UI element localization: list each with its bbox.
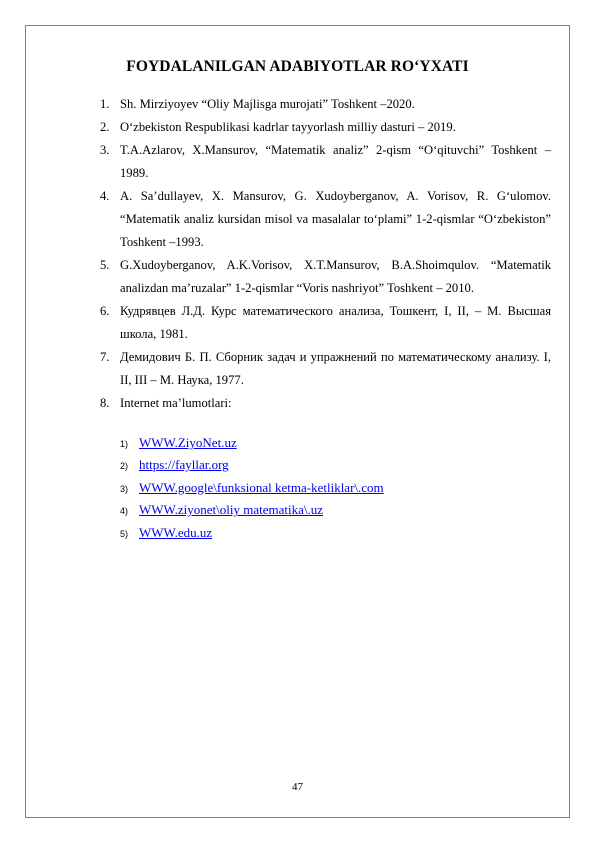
reference-number: 8. — [100, 396, 110, 410]
link-fayllar[interactable]: https://fayllar.org — [139, 457, 229, 473]
link-edu[interactable]: WWW.edu.uz — [139, 524, 213, 540]
link-item — [120, 454, 384, 476]
link-number: 4) — [120, 506, 129, 517]
reference-text: Sh. Mirziyoyev “Oliy Majlisga murojati” Toshkent –2020. — [120, 97, 415, 111]
reference-number: 7. — [100, 350, 110, 364]
link-item — [120, 522, 384, 544]
reference-text: Кудрявцев Л.Д. Курс математического анализа, Тошкент, I, II, – M. Высшая школа, 1981. — [120, 304, 551, 341]
reference-text: A. Sa’dullayev, X. Mansurov, G. Xudoyberganov, A. Vorisov, R. G‘ulomov. “Matematik analiz kursidan misol va masalalar to‘plami” 1-2-qismlar “O‘zbekiston” Toshkent –1993. — [120, 189, 551, 249]
reference-number: 1. — [100, 97, 110, 111]
link-item — [120, 432, 384, 454]
reference-number: 5. — [100, 258, 110, 272]
reference-item — [100, 93, 551, 116]
reference-item — [100, 139, 551, 185]
page-number: 47 — [292, 781, 303, 793]
reference-item — [100, 300, 551, 346]
link-ziyonet-matematika[interactable]: WWW.ziyonet\oliy matematika\.uz — [139, 502, 323, 518]
link-number: 2) — [120, 461, 129, 472]
internet-link-list — [120, 432, 384, 544]
link-number: 3) — [120, 483, 129, 494]
reference-number: 3. — [100, 143, 110, 157]
reference-number: 6. — [100, 304, 110, 318]
reference-text: G.Xudoyberganov, A.K.Vorisov, X.T.Mansurov, B.A.Shoimqulov. “Matematik analizdan ma’ruzalar” 1-2-qismlar “Voris nashriyot” Toshkent – 2010. — [120, 258, 551, 295]
reference-text: Internet ma’lumotlari: — [120, 396, 232, 410]
reference-list — [100, 93, 551, 415]
reference-text: T.A.Azlarov, X.Mansurov, “Matematik analiz” 2-qism “O‘qituvchi” Toshkent – 1989. — [120, 143, 551, 180]
reference-number: 2. — [100, 120, 110, 134]
link-item — [120, 499, 384, 521]
reference-item — [100, 185, 551, 254]
reference-item — [100, 254, 551, 300]
reference-item — [100, 392, 551, 415]
link-number: 5) — [120, 528, 129, 539]
reference-number: 4. — [100, 189, 110, 203]
link-number: 1) — [120, 439, 129, 449]
link-item — [120, 477, 384, 499]
link-google[interactable]: WWW.google\funksional ketma-ketliklar\.com — [139, 479, 384, 495]
page-title: FOYDALANILGAN ADABIYOTLAR RO‘YXATI — [126, 58, 469, 75]
reference-text: O‘zbekiston Respublikasi kadrlar tayyorlash milliy dasturi – 2019. — [120, 120, 456, 134]
reference-item — [100, 116, 551, 139]
reference-text: Демидович Б. П. Сборник задач и упражнений по математическому анализу. I, II, III – M. Наука, 1977. — [120, 350, 551, 387]
reference-item — [100, 346, 551, 392]
link-ziyonet[interactable]: WWW.ZiyoNet.uz — [139, 435, 237, 450]
